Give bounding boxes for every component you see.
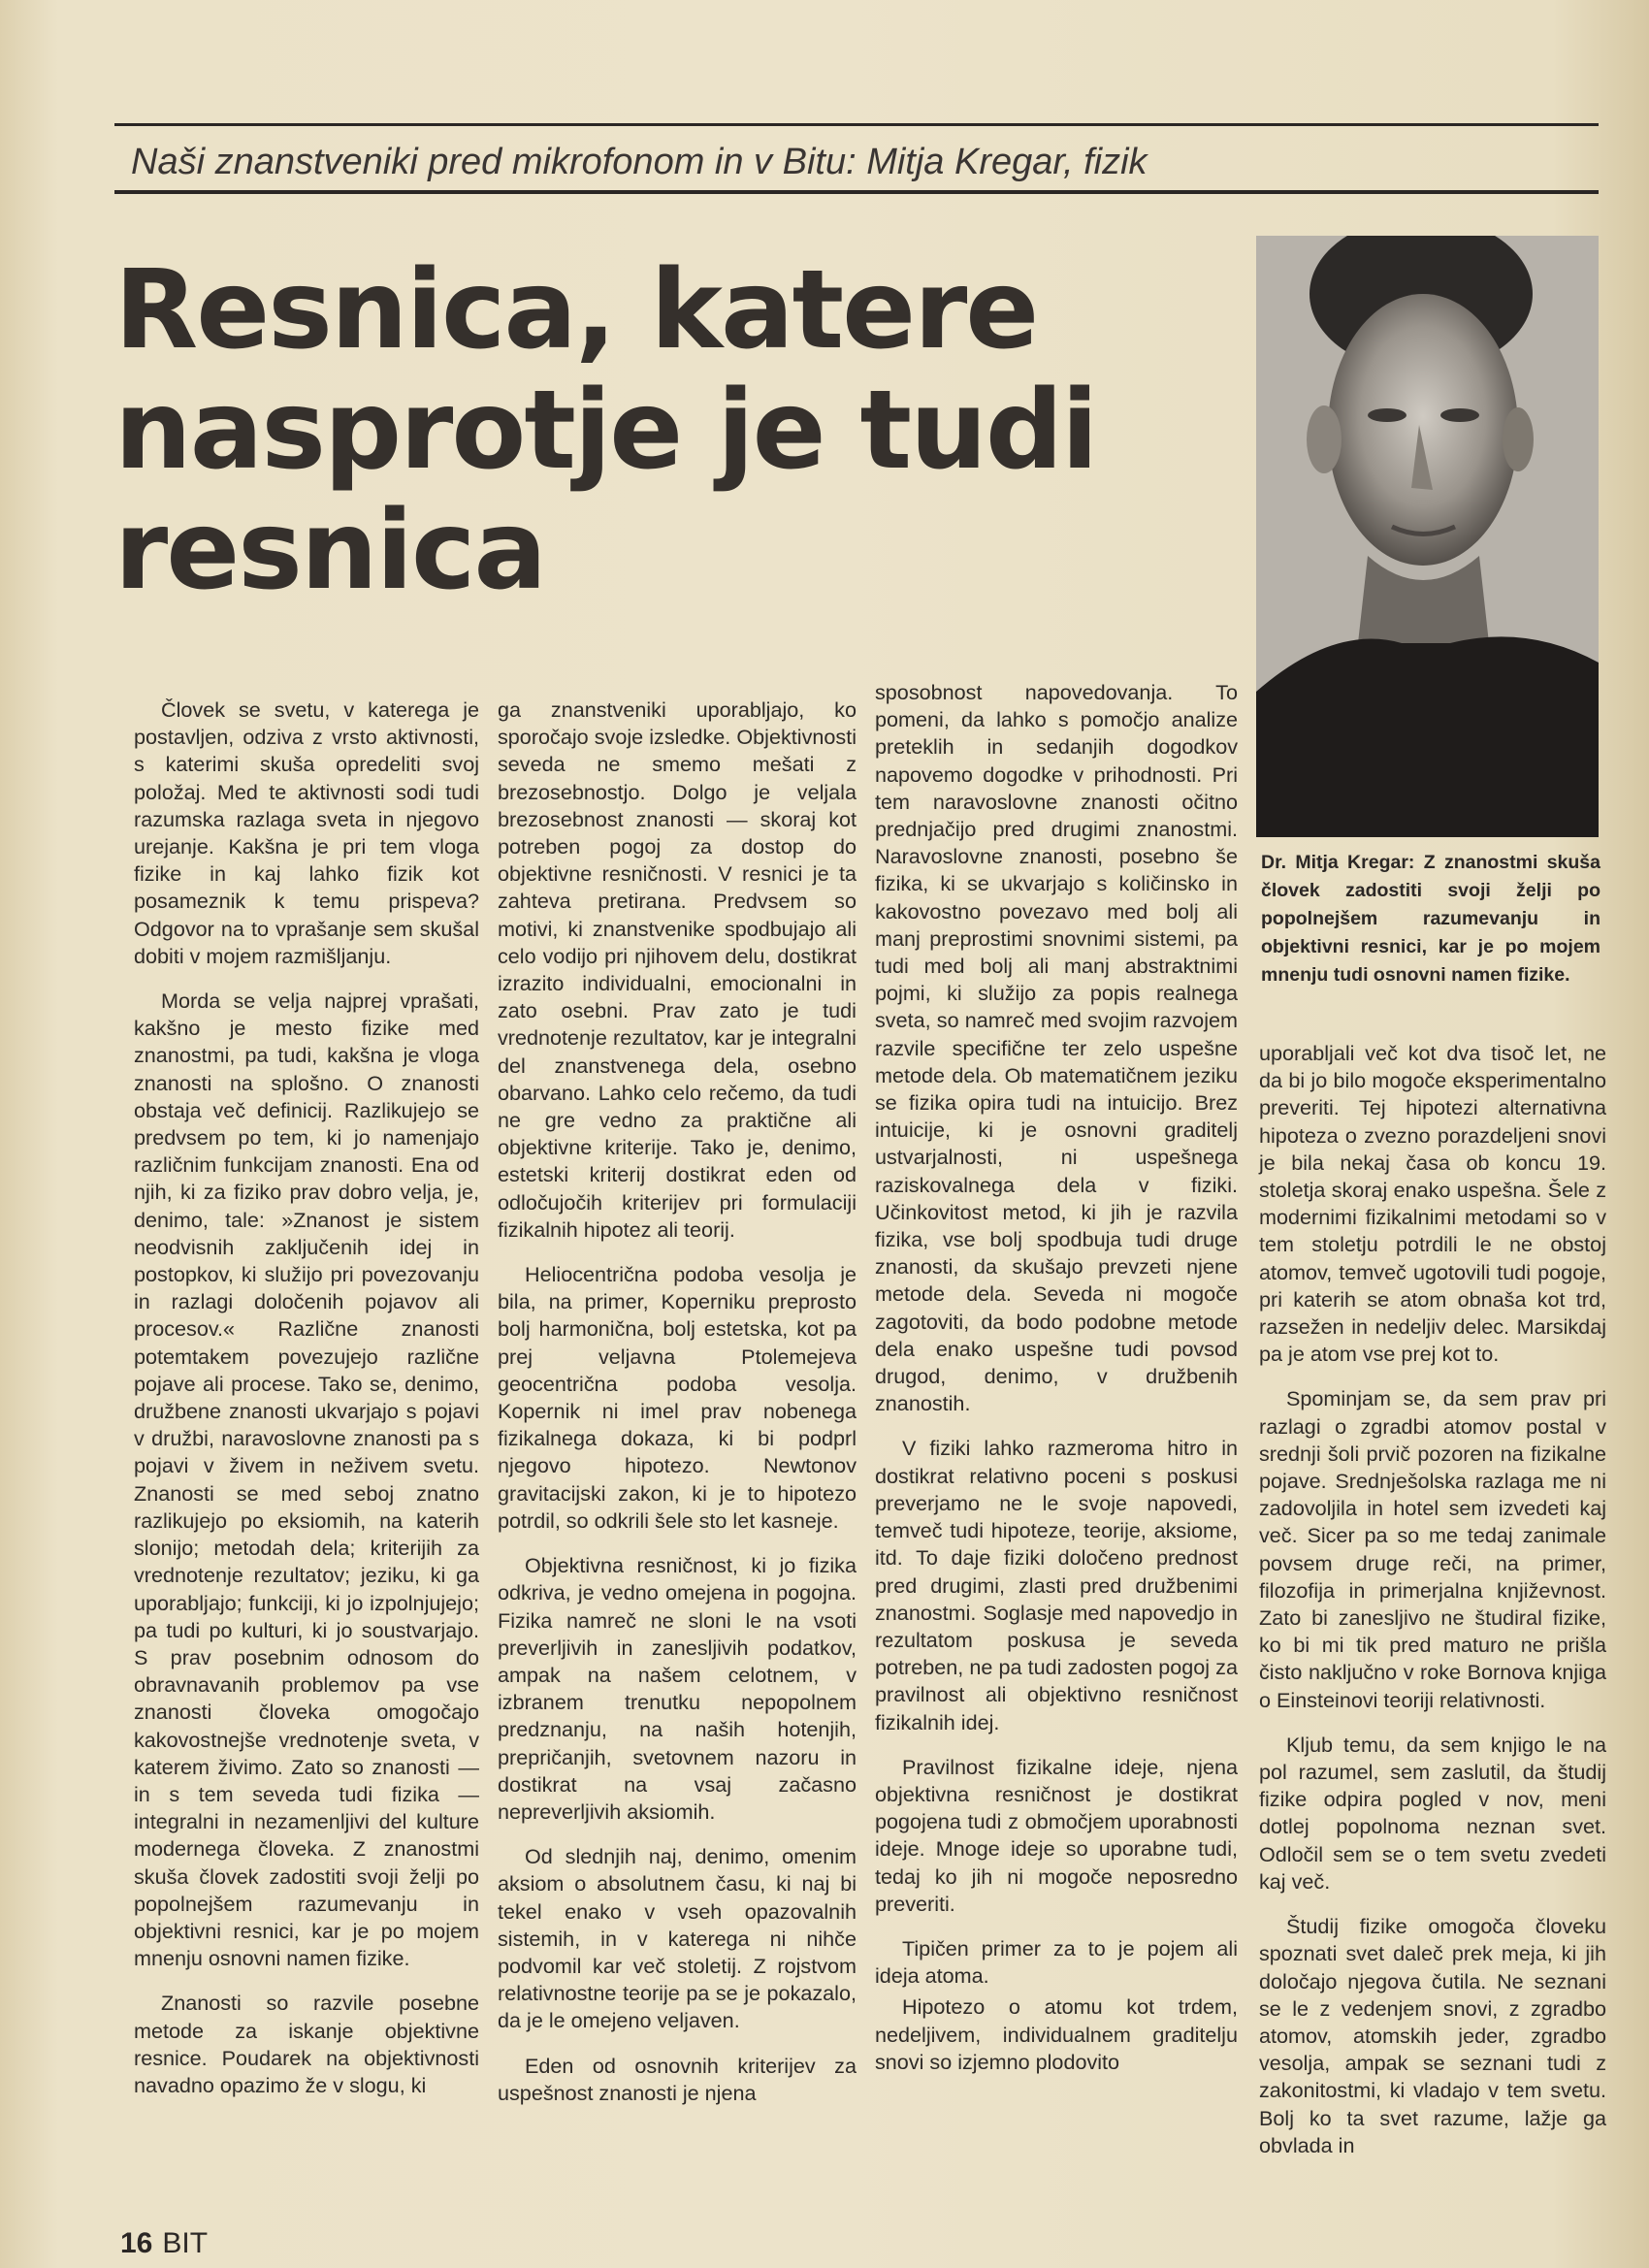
paragraph: Eden od osnovnih kriterijev za uspešnost znanosti je njena xyxy=(498,2053,857,2105)
paragraph: V fiziki lahko razmeroma hitro in dostikrat relativno poceni s poskusi preverjamo ne le svoje napovedi, temveč tudi hipoteze, teorije, aksiome, itd. To daje fiziki določeno prednost pred drugimi, zlasti pred družbenimi znanostmi. Soglasje med napovedjo in rezultatom poskusa je seveda potreben, ne pa tudi zadosten pogoj za pravilnost ali objektivno resničnost fizikalnih idej. xyxy=(875,1436,1238,1734)
paragraph: Od slednjih naj, denimo, omenim aksiom o absolutnem času, ki naj bi tekel enako v vseh opazovalnih sistemih, in v katerega ni nihče podvomil kar več stoletij. Z rojstvom relativnostne teorije pa se je pokazalo, da je le omejeno veljaven. xyxy=(498,1844,857,2033)
headline xyxy=(114,247,1211,614)
series-kicker: Naši znanstveniki pred mikrofonom in v Bitu: Mitja Kregar, fizik xyxy=(131,142,1148,182)
paragraph: uporabljali več kot dva tisoč let, ne da bi jo bilo mogoče eksperimentalno preveriti. Tej hipotezi alternativna hipoteza o zvezno porazdeljeni snovi je bila nekaj časa ob koncu 19. stoletja skoraj enako uspešna. Šele z modernimi fizikalnimi metodami so v tem stoletju potrdili le ne obstoj atomov, temveč ugotovili tudi pogoje, pri katerih se atom obnaša kot trd, razsežen in nedeljiv delec. Marsikdaj pa je atom vse prej kot to. xyxy=(1259,1041,1606,1367)
paragraph: Človek se svetu, v katerega je postavljen, odziva z vrsto aktivnosti, s katerimi skuša opredeliti svoj položaj. Med te aktivnosti sodi tudi razumska razlaga sveta in njegovo urejanje. Kakšna je pri tem vloga fizike in kaj lahko fizik kot posameznik k temu prispeva? Odgovor na to vprašanje sem skušal dobiti v mojem razmišljanju. xyxy=(134,697,479,968)
portrait-silhouette xyxy=(1256,236,1599,837)
page-folio xyxy=(120,2227,208,2260)
portrait-photo xyxy=(1256,236,1599,837)
article-column xyxy=(134,697,479,2117)
photo-caption: Dr. Mitja Kregar: Z znanostmi skuša človek zadostiti svoji želji po popolnejšem razumevanju in objektivni resnici, kar je po mojem mnenju tudi osnovni namen fizike. xyxy=(1261,852,1600,986)
headline-line: resnica xyxy=(114,488,545,614)
paragraph: Spominjam se, da sem prav pri razlagi o zgradbi atomov postal v srednji šoli prvič pozoren na fizikalne pojave. Srednješolska razlaga me ni zadovoljila in hotel sem izvedeti kaj več. Sicer pa so me tedaj zanimale povsem druge reči, na primer, filozofija in primerjalna književnost. Zato bi zanesljivo ne študiral fizike, ko bi mi tik pred maturo ne prišla čisto naključno v roke Bornova knjiga o Einsteinovi teoriji relativnosti. xyxy=(1259,1386,1606,1712)
headline-line: Resnica, katere xyxy=(114,247,1038,373)
paragraph: Morda se velja najprej vprašati, kakšno je mesto fizike med znanostmi, pa tudi, kakšna je vloga znanosti na splošno. O znanosti obstaja več definicij. Razlikujejo se predvsem po tem, ki jo namenjajo različnim funkcijam znanosti. Ena od njih, ki za fiziko prav dobro velja, je, denimo, tale: »Znanost je sistem neodvisnih zaključenih idej in postopkov, ki služijo pri povezovanju in razlagi določenih pojavov ali procesov.« Različne znanosti potemtakem povezujejo različne pojave ali procese. Tako se, denimo, družbene znanosti ukvarjajo s pojavi v družbi, naravoslovne znanosti pa s pojavi v živem in neživem svetu. Znanosti se med seboj znatno razlikujejo po eksiomih, na katerih slonijo; metodah dela; kriterijih za vrednotenje rezultatov; jeziku, ki ga uporabljajo; funkciji, ki jo izpolnjujejo; pa tudi po kulturi, ki jo soustvarjajo. S prav posebnim odnosom do obravnavanih problemov pa vse znanosti človeka omogočajo kakovostnejše vrednotenje sveta, v katerem živimo. Zato so znanosti — in s tem seveda tudi fizika — integralni in nezamenljivi del kulture modernega človeka. Z znanostmi skuša človek zadostiti svoji želji po popolnejšem razumevanju in objektivni resnici, kar je po mojem mnenju osnovni namen fizike. xyxy=(134,988,479,1971)
paragraph: Objektivna resničnost, ki jo fizika odkriva, je vedno omejena in pogojna. Fizika namreč ne sloni le na vsoti preverljivih in zanesljivih podatkov, ampak na našem celotnem, v izbranem trenutku nepopolnem predznanju, na naših hotenjih, prepričanjih, svetovnem nazoru in dostikrat na vsaj začasno nepreverljivih aksiomih. xyxy=(498,1553,857,1824)
paragraph: ga znanstveniki uporabljajo, ko sporočajo svoje izsledke. Objektivnosti seveda ne smemo mešati z brezosebnostjo. Dolgo je veljala brezosebnost znanosti — skoraj kot potreben pogoj za dostop do objektivne resničnosti. V resnici je ta zahteva pretirana. Predvsem so motivi, ki znanstvenike spodbujajo ali celo vodijo pri njihovem delu, dostikrat izrazito individualni, emocionalni in zato osebni. Prav zato je tudi vrednotenje rezultatov, kar je integralni del znanstvenega dela, osebno obarvano. Lahko celo rečemo, da tudi ne gre vedno za praktične ali objektivne kriterije. Tako je, denimo, estetski kriterij dostikrat eden od odločujočih kriterijev pri formulaciji fizikalnih hipotez ali teorij. xyxy=(498,697,857,1242)
paragraph: Heliocentrična podoba vesolja je bila, na primer, Koperniku preprosto bolj harmonična, bolj estetska, kot pa prej veljavna Ptolemejeva geocentrična podoba vesolja. Kopernik ni imel prav nobenega fizikalnega dokaza, ki bi podprl njegovo hipotezo. Newtonov gravitacijski zakon, ki je to hipotezo potrdil, so odkrili šele sto let kasneje. xyxy=(498,1262,857,1533)
paragraph: Znanosti so razvile posebne metode za iskanje objektivne resnice. Poudarek na objektivnosti navadno opazimo že v slogu, ki xyxy=(134,1991,479,2097)
top-rule xyxy=(114,123,1599,126)
article-column xyxy=(875,679,1238,2093)
page-number: 16 xyxy=(120,2227,153,2259)
headline-line: nasprotje je tudi xyxy=(114,368,1097,494)
paragraph: Pravilnost fizikalne ideje, njena objektivna resničnost je dostikrat pogojena tudi z območjem uporabnosti ideje. Mnoge ideje so uporabne tudi, tedaj ko jih ni mogoče neposredno preveriti. xyxy=(875,1754,1238,1916)
article-column xyxy=(1259,1040,1606,2177)
paragraph: Kljub temu, da sem knjigo le na pol razumel, sem zaslutil, da študij fizike odpira pogled v nov, meni dotlej popolnoma neznan svet. Odločil sem se o tem svetu zvedeti kaj več. xyxy=(1259,1732,1606,1894)
article-column xyxy=(498,697,857,2124)
kicker-rule xyxy=(114,190,1599,194)
paragraph: Študij fizike omogoča človeku spoznati svet daleč prek meja, ki jih določajo njegova čutila. Ne seznani se le z vedenjem snovi, z zgradbo atomov, atomskih jeder, zgradbo vesolja, ampak se seznani tudi z zakonitostmi, ki vladajo v tem svetu. Bolj ko ta svet razume, lažje ga obvlada in xyxy=(1259,1914,1606,2157)
paragraph: sposobnost napovedovanja. To pomeni, da lahko s pomočjo analize preteklih in sedanjih dogodkov napovemo dogodke v prihodnosti. Pri tem naravoslovne znanosti očitno prednjačijo pred drugimi znanostmi. Naravoslovne znanosti, posebno še fizika, ki se ukvarjajo s količinsko in kakovostno povezavo med bolj ali manj preprostimi snovnimi sistemi, pa tudi med bolj ali manj abstraktnimi pojmi, ki služijo za popis realnega sveta, so namreč med svojim razvojem razvile specifične ter zelo uspešne metode dela. Ob matematičnem jeziku se fizika opira tudi na intuicijo. Brez intuicije, ki je osnovni graditelj ustvarjalnosti, ni uspešnega raziskovalnega dela v fiziki. Učinkovitost metod, ki jih je razvila fizika, vse bolj spodbuja tudi druge znanosti, da skušajo prevzeti njene metode dela. Seveda ni mogoče zagotoviti, da bodo podobne metode dela enako uspešne tudi povsod drugod, denimo, v družbenih znanostih. xyxy=(875,680,1238,1416)
magazine-name: BIT xyxy=(162,2227,209,2259)
paragraph: Hipotezo o atomu kot trdem, nedeljivem, individualnem graditelju snovi so izjemno plodovito xyxy=(875,1994,1238,2074)
paragraph: Tipičen primer za to je pojem ali ideja atoma. xyxy=(875,1935,1238,1989)
